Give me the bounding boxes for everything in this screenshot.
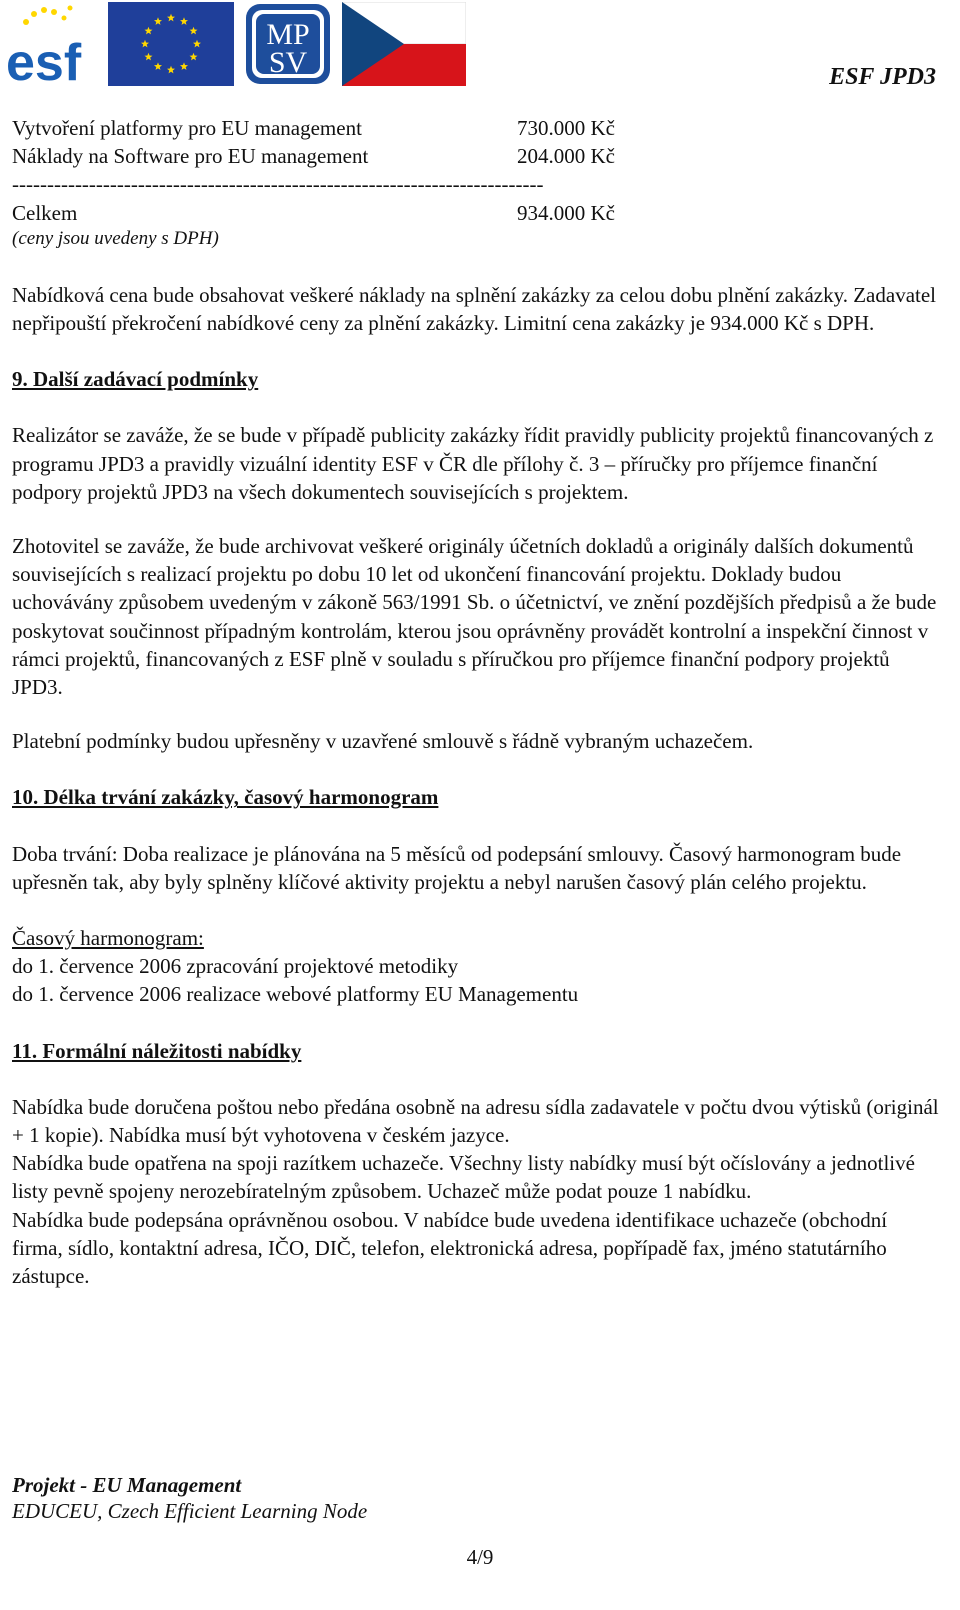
czech-flag <box>342 2 466 86</box>
schedule-title: Časový harmonogram: <box>12 926 204 950</box>
schedule-item: do 1. července 2006 zpracování projektové metodiky <box>12 954 459 979</box>
cost-amount: 730.000 Kč <box>517 116 615 140</box>
eu-flag <box>108 2 234 86</box>
cost-total-amount: 934.000 Kč <box>517 200 615 225</box>
header-tag: ESF JPD3 <box>829 64 936 90</box>
footer <box>12 1472 367 1524</box>
section-11-paragraph-1: Nabídka bude doručena poštou nebo předána osobně na adresu sídla zadavatele v počtu dvou výtisků (originál + 1 kopie). Nabídka musí být vyhotovena v českém jazyce. <box>12 1094 939 1148</box>
esf-logo <box>4 2 102 86</box>
cost-amount: 204.000 Kč <box>517 144 615 169</box>
section-9-heading: 9. Další zadávací podmínky <box>12 367 259 392</box>
cost-label: Vytvoření platformy pro EU management <box>12 116 362 140</box>
section-11-heading: 11. Formální náležitosti nabídky <box>12 1038 302 1063</box>
mpsv-logo-text-bottom: SV <box>268 46 308 79</box>
document-body <box>12 114 942 1290</box>
page-number: 4/9 <box>466 1545 494 1569</box>
cost-total-label: Celkem <box>12 200 78 225</box>
cost-row <box>12 114 942 142</box>
section-9-paragraph-1: Realizátor se zaváže, že se bude v případě publicity zakázky řídit pravidly publicity projektů financovaných z programu JPD3 a pravidly vizuální identity ESF v ČR dle přílohy č. 3 – příručky pro příjemce finanční podpory projektů JPD3 na všech dokumentech souvisejících s projektem. <box>12 423 934 504</box>
footer-org: EDUCEU, Czech Efficient Learning Node <box>12 1499 368 1523</box>
section-9-paragraph-2: Zhotovitel se zaváže, že bude archivovat veškeré originály účetních dokladů a originály dalších dokumentů souvisejících s realizací projektu po dobu 10 let od ukončení financování projektu. Doklady budou uchovávány způsobem uvedeným v zákoně 563/1991 Sb. o účetnictví, ve znění pozdějších předpisů a že bude poskytovat součinnost případným kontrolám, kterou jsou oprávněny provádět kontrolní a inspekční činnost v rámci projektů, financovaných z ESF plně v souladu s příručkou pro příjemce finanční podpory projektů JPD3. <box>12 533 937 699</box>
mpsv-logo-text-top: MP <box>266 18 310 51</box>
schedule-item: do 1. července 2006 realizace webové platformy EU Managementu <box>12 982 579 1007</box>
cost-total-row <box>12 199 942 227</box>
section-9-paragraph-3: Platební podmínky budou upřesněny v uzavřené smlouvě s řádně vybraným uchazečem. <box>12 729 754 754</box>
price-note: (ceny jsou uvedeny s DPH) <box>12 227 219 249</box>
section-10-paragraph-1: Doba trvání: Doba realizace je plánována na 5 měsíců od podepsání smlouvy. Časový harmonogram bude upřesněn tak, aby byly splněny klíčové aktivity projektu a nebyl narušen časový plán celého projektu. <box>12 841 902 894</box>
cost-divider: ---------------------------------------------------------------------------- <box>12 172 544 197</box>
price-paragraph: Nabídková cena bude obsahovat veškeré náklady na splnění zakázky za celou dobu plnění zakázky. Zadavatel nepřipouští překročení nabídkové ceny za plnění zakázky. Limitní cena zakázky je 934.000 Kč s DPH. <box>12 282 936 335</box>
footer-project: Projekt - EU Management <box>12 1473 242 1497</box>
mpsv-logo <box>244 2 332 86</box>
cost-label: Náklady na Software pro EU management <box>12 144 369 169</box>
section-10-heading: 10. Délka trvání zakázky, časový harmonogram <box>12 785 439 810</box>
section-11-paragraph-3: Nabídka bude podepsána oprávněnou osobou. V nabídce bude uvedena identifikace uchazeče (obchodní firma, sídlo, kontaktní adresa, IČO, DIČ, telefon, elektronická adresa, popřípadě fax, jméno statutárního zástupce. <box>12 1207 888 1289</box>
esf-logo-text: esf <box>6 34 82 86</box>
section-11-paragraph-2: Nabídka bude opatřena na spoji razítkem uchazeče. Všechny listy nabídky musí být očíslovány a jednotlivé listy pevně spojeny nerozebíratelným způsobem. Uchazeč může podat pouze 1 nabídku. <box>12 1151 915 1204</box>
cost-row <box>12 142 942 170</box>
